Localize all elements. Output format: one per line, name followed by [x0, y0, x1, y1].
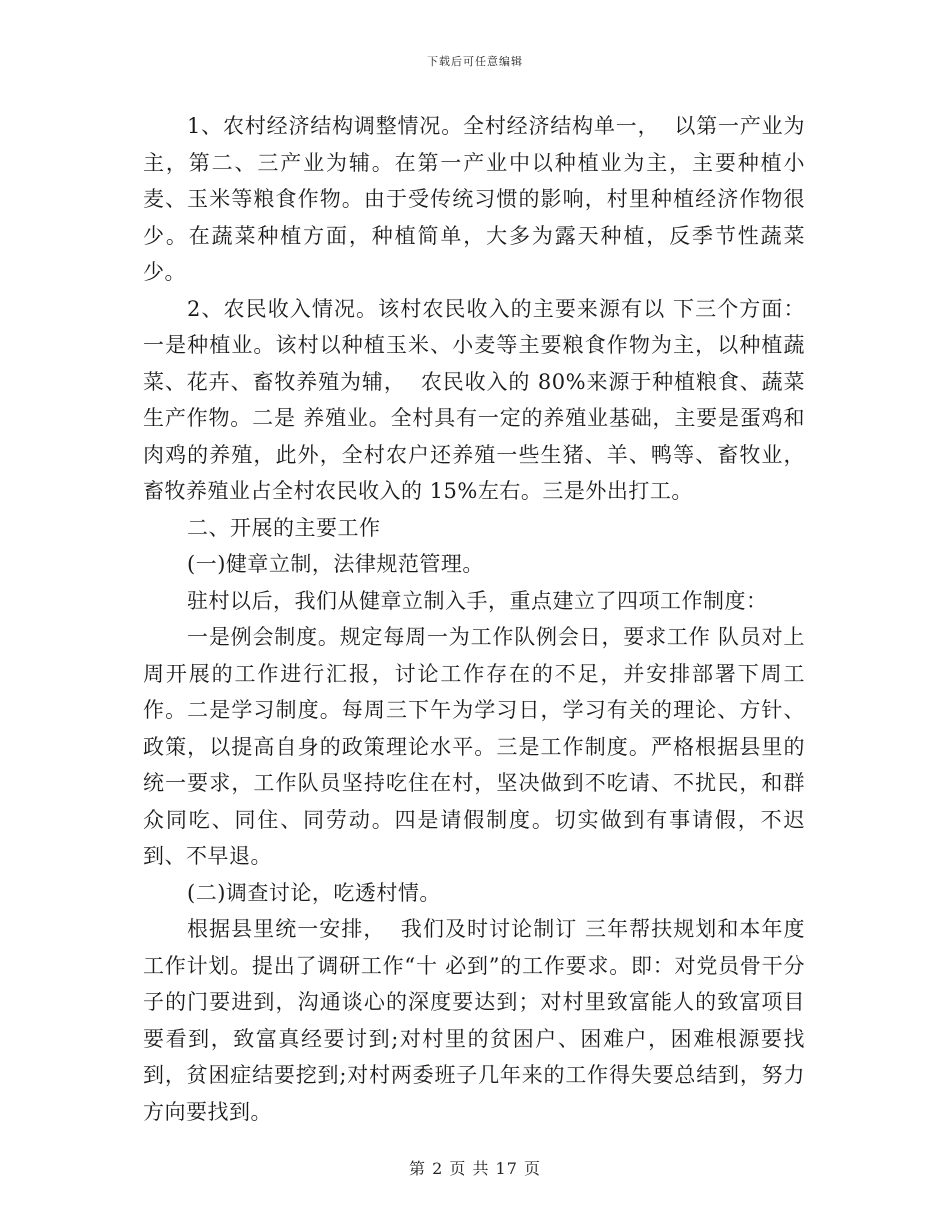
paragraph-four-systems: 一是例会制度。规定每周一为工作队例会日，要求工作 队员对上周开展的工作进行汇报，讨论工作存在的不足，并安排部署下周工作。二是学习制度。每周三下午为学习日，学习有关的理论、方针、政策，以提高自身的政策理论水平。三是工作制度。严格根据县里的统一要求，工作队员坚持吃住在村，坚决做到不吃请、不扰民，和群众同吃、同住、同劳动。四是请假制度。切实做到有事请假，不迟到、不早退。 [143, 625, 805, 868]
paragraph-farmer-income: 2、农民收入情况。该村农民收入的主要来源有以 下三个方面：一是种植业。该村以种植玉米、小麦等主要粮食作物为主，以种植蔬菜、花卉、畜牧养殖为辅， 农民收入的 80%来源于种植粮食、蔬菜生产作物。二是 养殖业。全村具有一定的养殖业基础，主要是蛋鸡和肉鸡的养殖，此外，全村农户还养殖一些生猪、羊、鸭等、畜牧业，畜牧养殖业占全村农民收入的 15%左右。三是外出打工。 [143, 296, 805, 503]
paragraph-economic-structure: 1、农村经济结构调整情况。全村经济结构单一， 以第一产业为主，第二、三产业为辅。在第一产业中以种植业为主，主要种植小麦、玉米等粮食作物。由于受传统习惯的影响，村里种植经济作物很少。在蔬菜种植方面，种植简单，大多为露天种植，反季节性蔬菜少。 [143, 114, 805, 284]
subsection-heading-investigation: (二)调查讨论，吃透村情。 [187, 880, 441, 905]
section-heading-main-work: 二、开展的主要工作 [187, 515, 381, 540]
subsection-heading-rules: (一)健章立制，法律规范管理。 [187, 552, 484, 576]
page-number-footer: 第 2 页 共 17 页 [409, 1159, 541, 1178]
document-body [143, 108, 805, 1130]
paragraph-investigation: 根据县里统一安排， 我们及时讨论制订 三年帮扶规划和本年度工作计划。提出了调研工作“十 必到”的工作要求。即：对党员骨干分子的门要进到，沟通谈心的深度要达到；对村里致富能人的致富项目要看到，致富真经要讨到;对村里的贫困户、困难户，困难根源要找到，贫困症结要挖到;对村两委班子几年来的工作得失要总结到，努力方向要找到。 [143, 917, 805, 1124]
page-header-note: 下载后可任意编辑 [427, 55, 523, 68]
paragraph-four-systems-intro: 驻村以后，我们从健章立制入手，重点建立了四项工作制度： [187, 588, 768, 613]
